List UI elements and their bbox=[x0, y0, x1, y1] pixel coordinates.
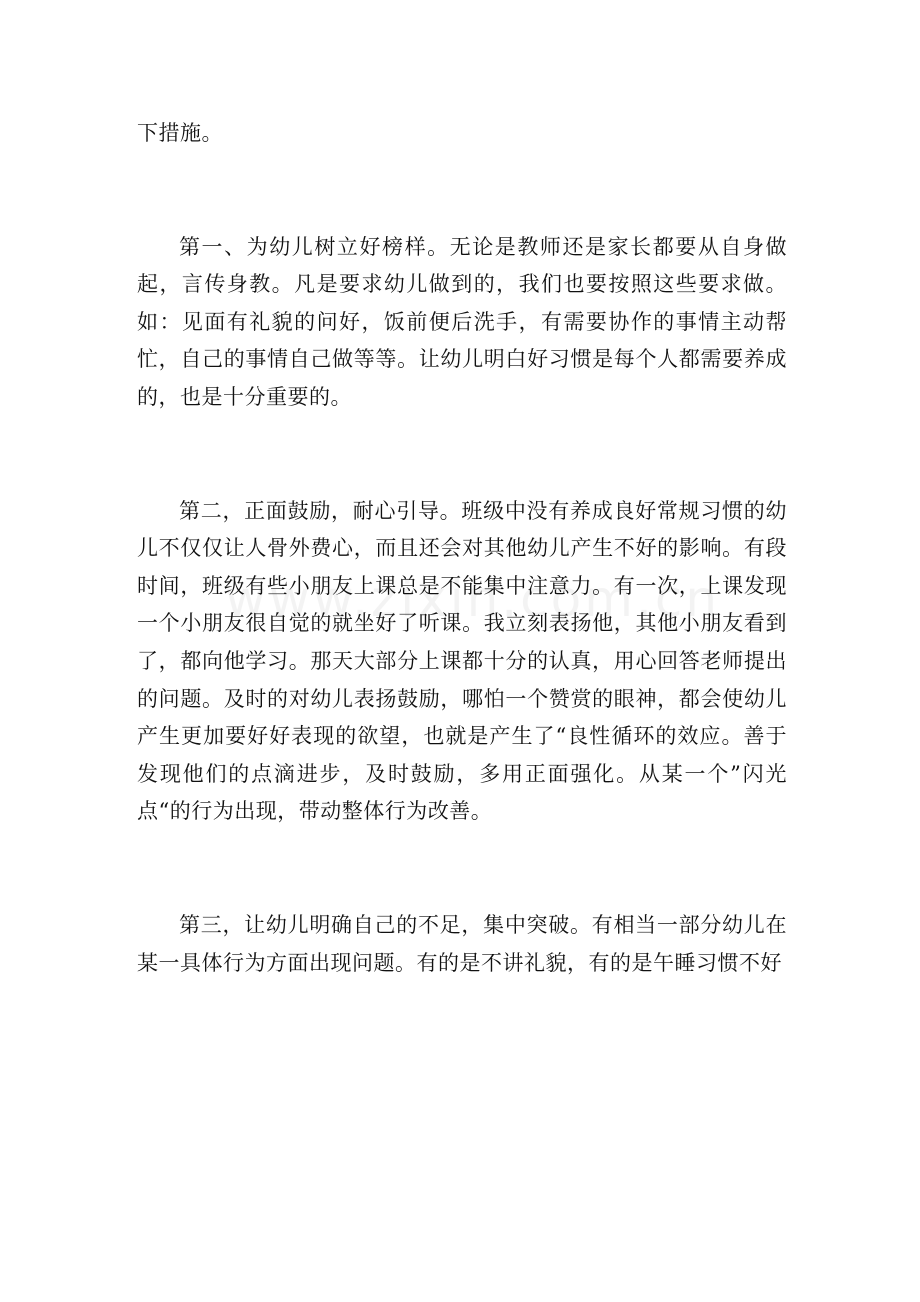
paragraph-third-measure: 第三，让幼儿明确自己的不足，集中突破。有相当一部分幼儿在某一具体行为方面出现问题。有的是不讲礼貌，有的是午睡习惯不好 bbox=[137, 912, 787, 975]
paragraph-second-measure: 第二，正面鼓励，耐心引导。班级中没有养成良好常规习惯的幼儿不仅仅让人骨外费心，而且还会对其他幼儿产生不好的影响。有段时间，班级有些小朋友上课总是不能集中注意力。有一次，上课发现一个小朋友很自觉的就坐好了听课。我立刻表扬他，其他小朋友看到了，都向他学习。那天大部分上课都十分的认真，用心回答老师提出的问题。及时的对幼儿表扬鼓励，哪怕一个赞赏的眼神，都会使幼儿产生更加要好好表现的欲望，也就是产生了“良性循环的效应。善于发现他们的点滴进步，及时鼓励，多用正面强化。从某一个”闪光点“的行为出现，带动整体行为改善。 bbox=[137, 498, 787, 824]
paragraph-continuation: 下措施。 bbox=[137, 121, 223, 145]
paragraph-first-measure: 第一、为幼儿树立好榜样。无论是教师还是家长都要从自身做起，言传身教。凡是要求幼儿做到的，我们也要按照这些要求做。如：见面有礼貌的问好，饭前便后洗手，有需要协作的事情主动帮忙，自己的事情自己做等等。让幼儿明白好习惯是每个人都需要养成的，也是十分重要的。 bbox=[137, 234, 787, 409]
document-body bbox=[137, 115, 787, 982]
